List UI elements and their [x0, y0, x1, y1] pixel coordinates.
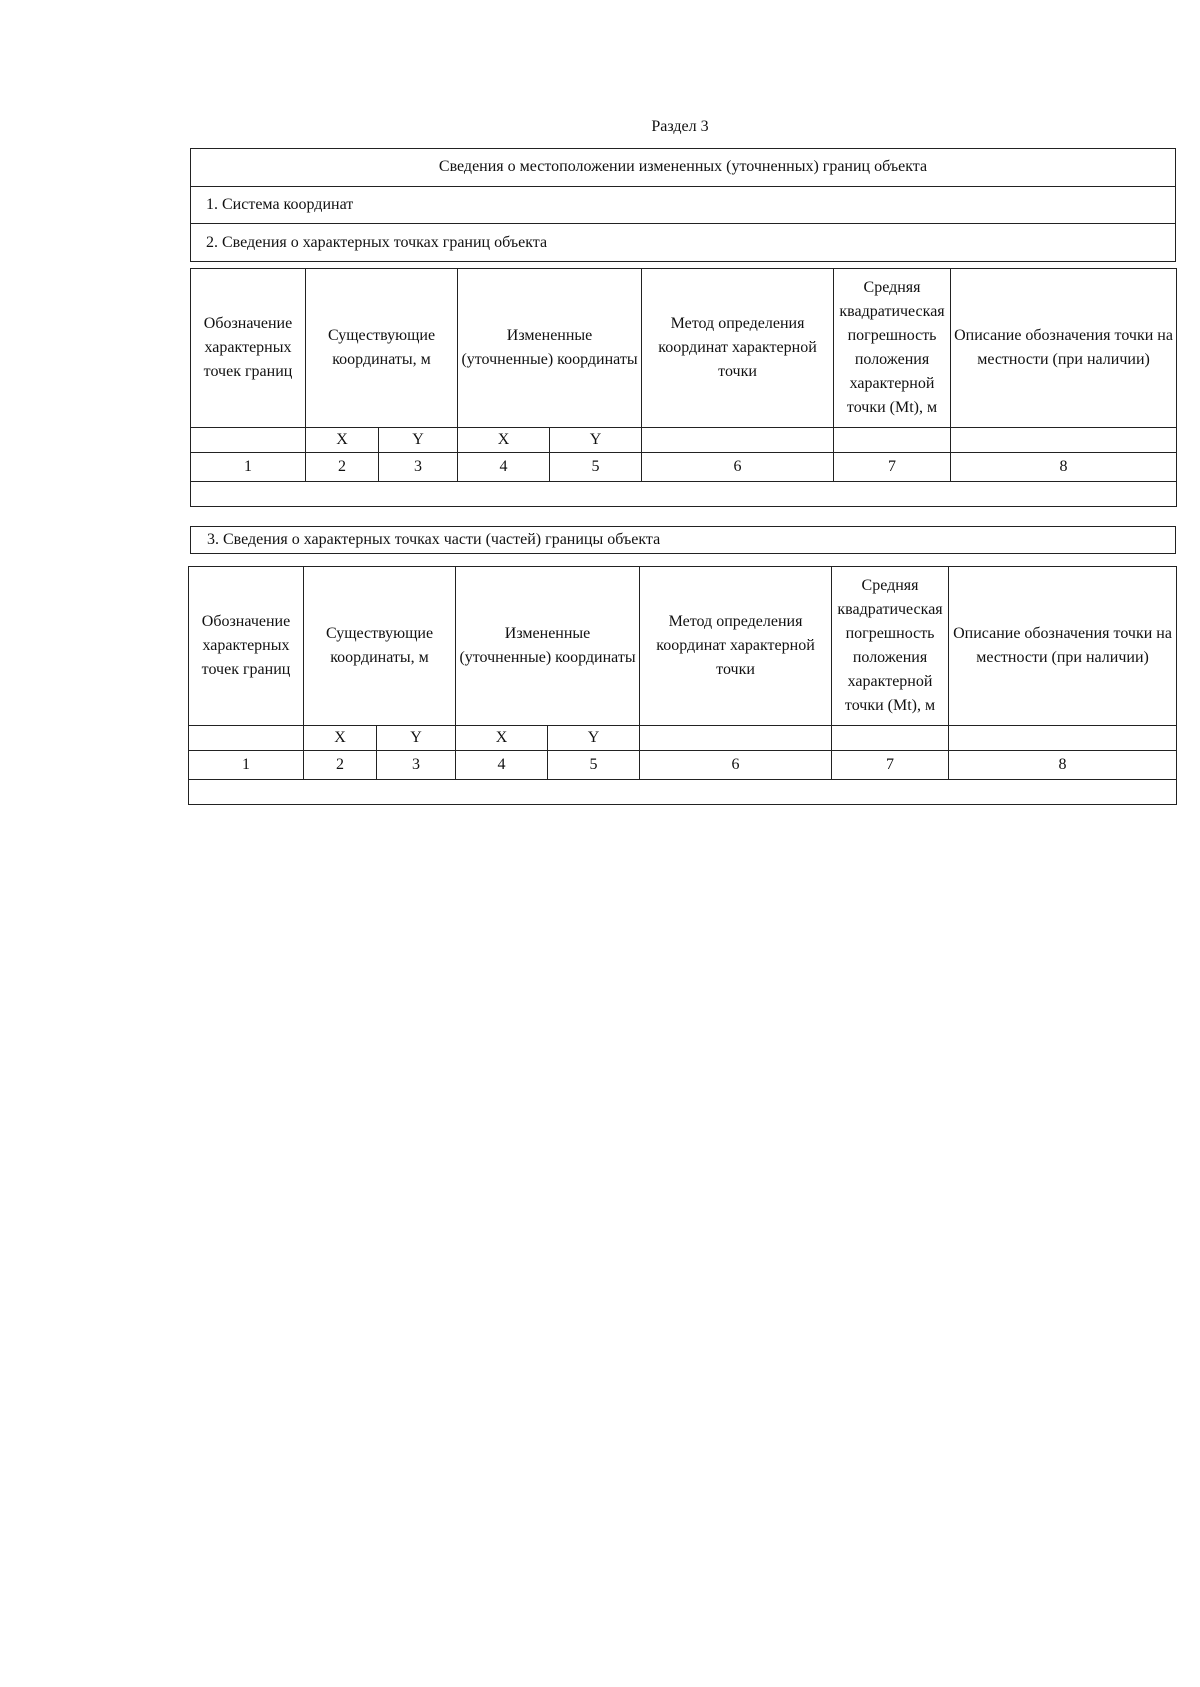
column-number: 3 — [379, 453, 458, 482]
table-cell — [640, 726, 832, 751]
column-number: 1 — [191, 453, 306, 482]
table-xy-row — [189, 726, 1177, 751]
table-header-row — [191, 269, 1177, 428]
empty-data-row — [191, 482, 1177, 507]
part-boundary-points-table — [188, 566, 1177, 805]
table-cell — [951, 428, 1177, 453]
column-number-row — [189, 751, 1177, 780]
boundary-points-table — [190, 268, 1177, 507]
table-cell — [189, 726, 304, 751]
column-number: 5 — [550, 453, 642, 482]
table-row — [189, 780, 1177, 805]
column-number: 3 — [377, 751, 456, 780]
header-x: X — [306, 428, 379, 453]
column-number: 6 — [640, 751, 832, 780]
header-changed-coordinates: Измененные (уточненные) координаты — [456, 567, 640, 726]
column-number: 6 — [642, 453, 834, 482]
header-x: X — [304, 726, 377, 751]
table-row — [191, 482, 1177, 507]
header-y: Y — [550, 428, 642, 453]
table-cell — [191, 428, 306, 453]
table-cell — [642, 428, 834, 453]
header-y: Y — [379, 428, 458, 453]
header-x: X — [458, 428, 550, 453]
column-number: 5 — [548, 751, 640, 780]
coordinate-system-label: 1. Система координат — [206, 196, 354, 213]
column-number-row — [191, 453, 1177, 482]
column-number: 1 — [189, 751, 304, 780]
header-changed-coordinates: Измененные (уточненные) координаты — [458, 269, 642, 428]
table-cell — [834, 428, 951, 453]
column-number: 2 — [304, 751, 377, 780]
header-point-designation: Обозначение характерных точек границ — [191, 269, 306, 428]
table-cell — [949, 726, 1177, 751]
table-header-row — [189, 567, 1177, 726]
header-method: Метод определения координат характерной точки — [642, 269, 834, 428]
table-cell — [832, 726, 949, 751]
header-point-designation: Обозначение характерных точек границ — [189, 567, 304, 726]
column-number: 8 — [951, 453, 1177, 482]
header-existing-coordinates: Существующие координаты, м — [304, 567, 456, 726]
header-method: Метод определения координат характерной точки — [640, 567, 832, 726]
empty-data-row — [189, 780, 1177, 805]
column-number: 4 — [456, 751, 548, 780]
header-description: Описание обозначения точки на местности (при наличии) — [951, 269, 1177, 428]
header-x: X — [456, 726, 548, 751]
location-info-title: Сведения о местоположении измененных (уточненных) границ объекта — [438, 158, 928, 175]
column-number: 7 — [834, 453, 951, 482]
column-number: 8 — [949, 751, 1177, 780]
column-number: 4 — [458, 453, 550, 482]
boundary-points-label: 2. Сведения о характерных точках границ объекта — [206, 234, 548, 251]
header-description: Описание обозначения точки на местности (при наличии) — [949, 567, 1177, 726]
column-number: 7 — [832, 751, 949, 780]
header-mean-square-error: Средняя квадратическая погрешность положения характерной точки (Mt), м — [834, 269, 951, 428]
column-number: 2 — [306, 453, 379, 482]
header-y: Y — [377, 726, 456, 751]
table-xy-row — [191, 428, 1177, 453]
header-y: Y — [548, 726, 640, 751]
part-boundary-points-label: 3. Сведения о характерных точках части (частей) границы объекта — [190, 526, 1176, 554]
section-label: Раздел 3 — [651, 118, 709, 135]
header-existing-coordinates: Существующие координаты, м — [306, 269, 458, 428]
header-mean-square-error: Средняя квадратическая погрешность положения характерной точки (Mt), м — [832, 567, 949, 726]
